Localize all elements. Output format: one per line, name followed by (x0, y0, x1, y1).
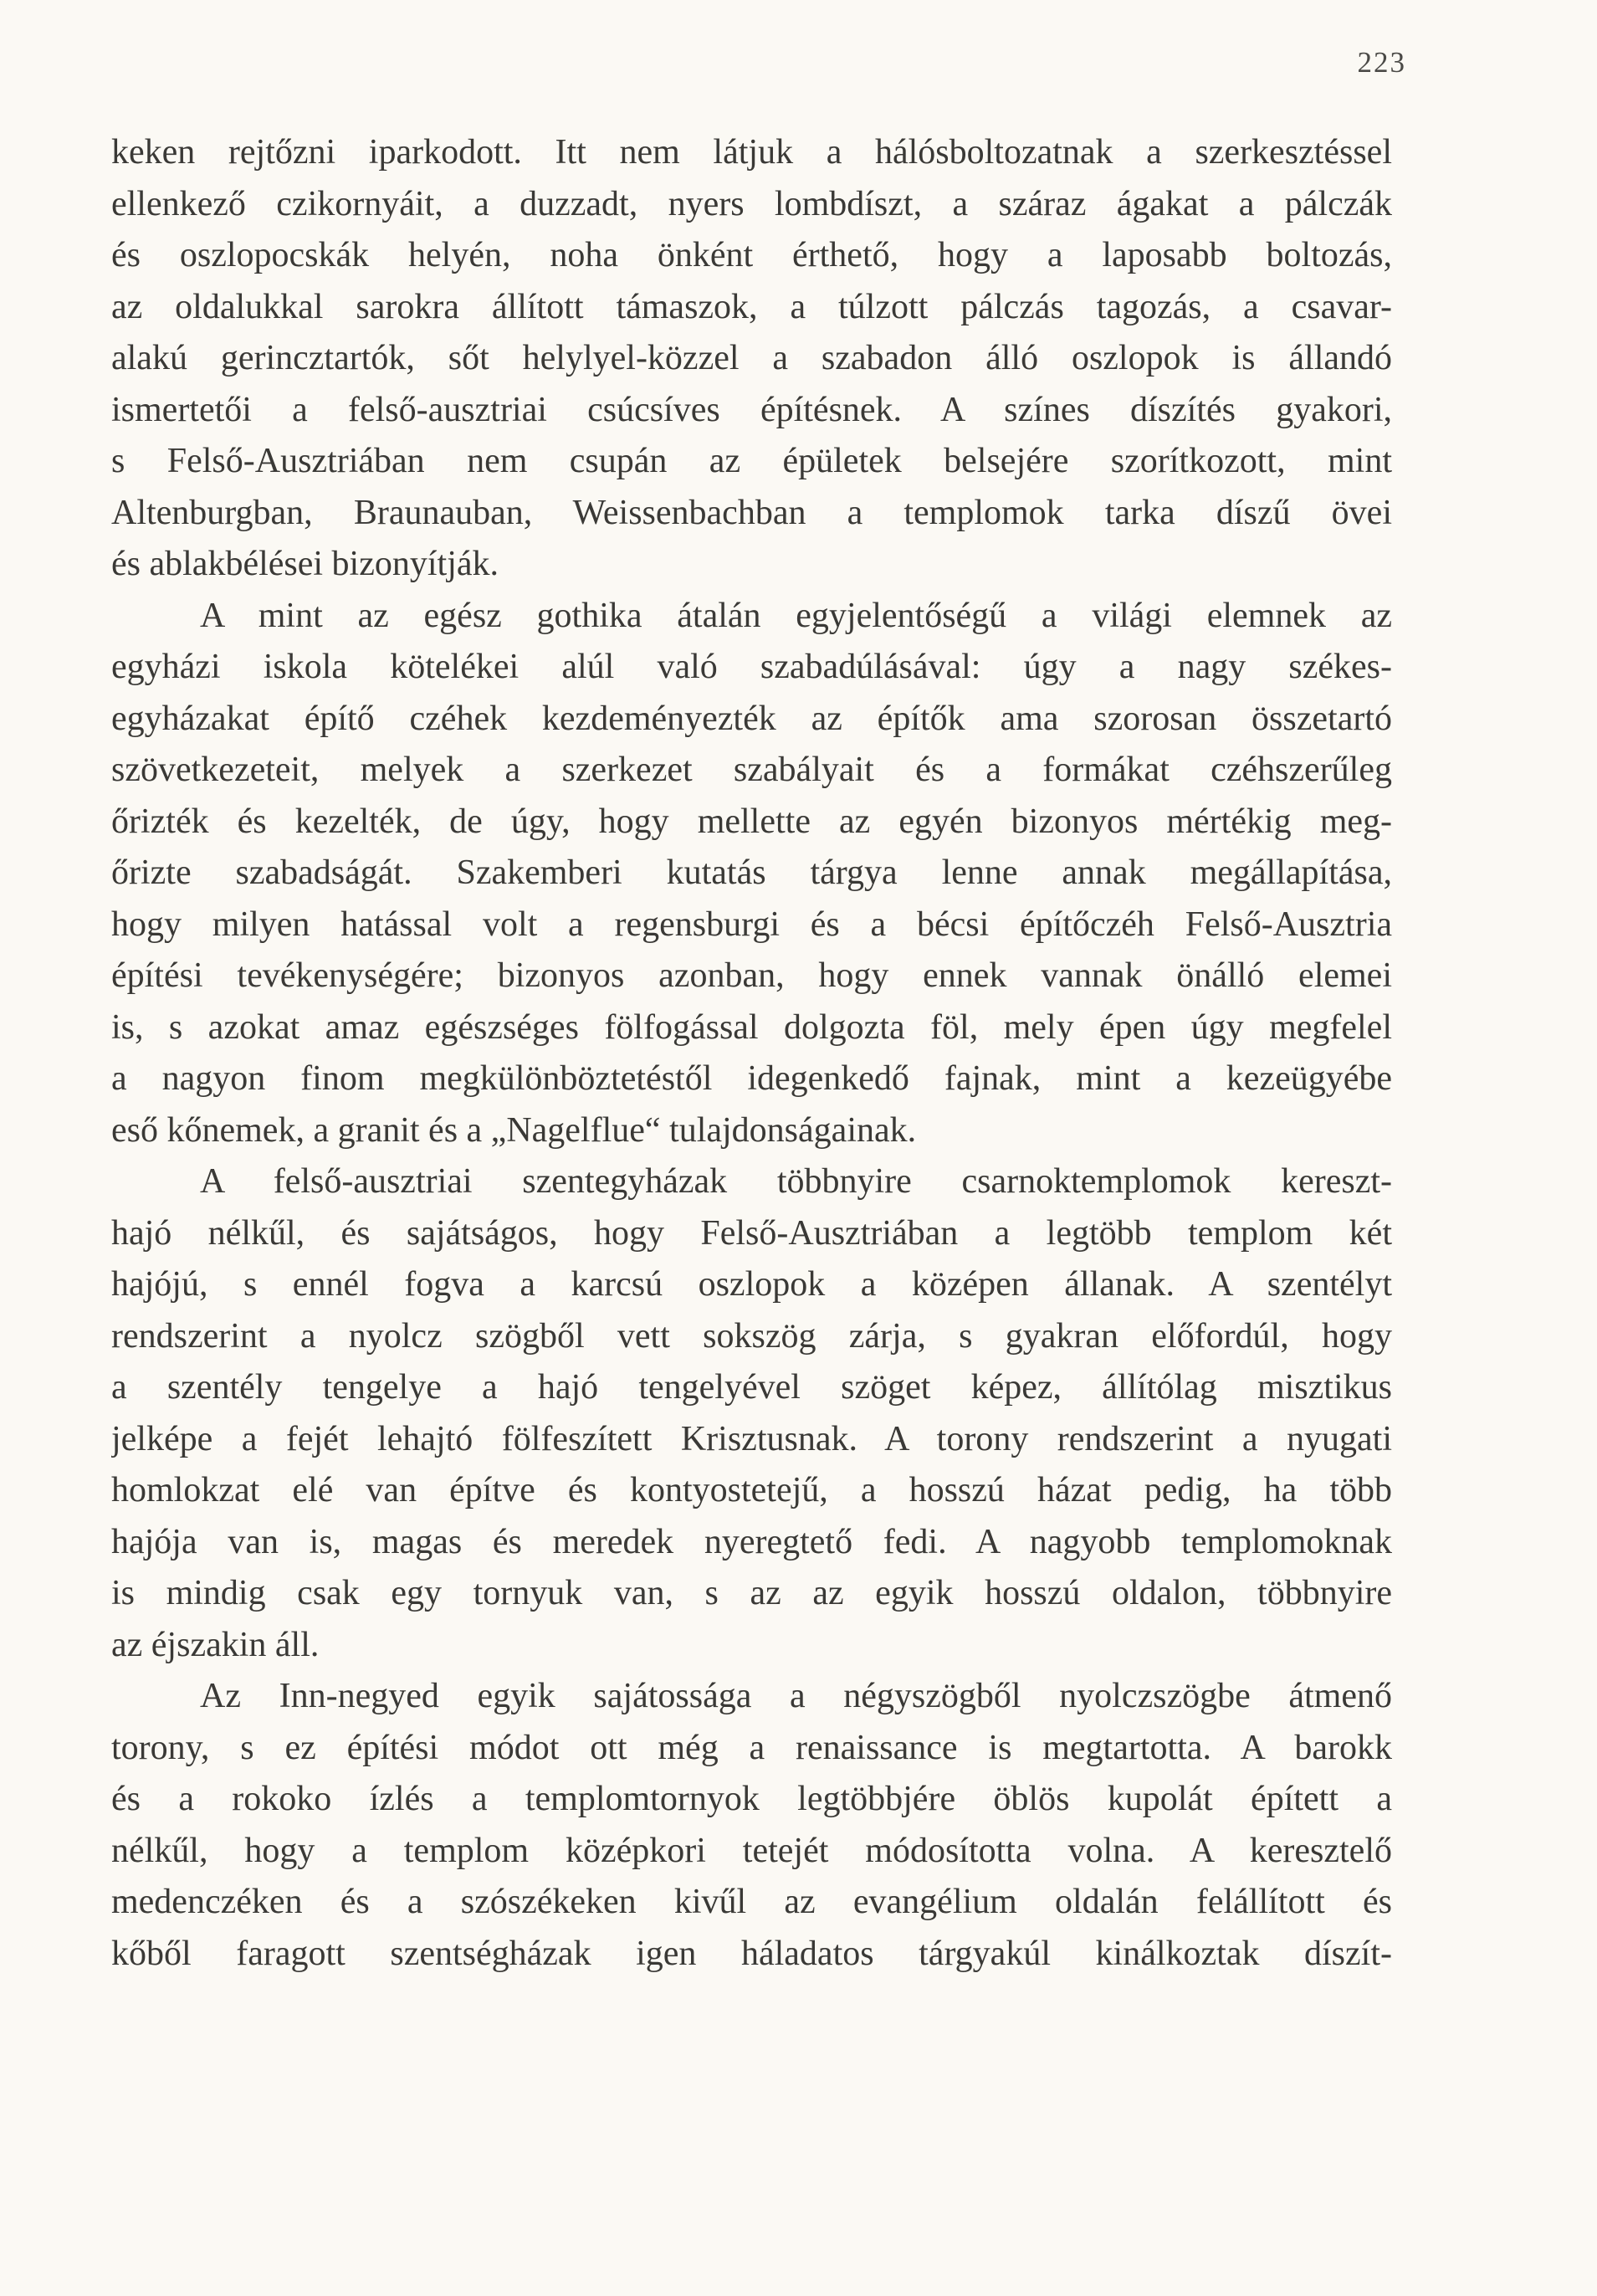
text-line: hajója van is, magas és meredek nyeregtető fedi. A nagyobb templomoknak (111, 1522, 1392, 1561)
text-line: kőből faragott szentségházak igen háladatos tárgyakúl kinálkoztak díszít- (111, 1934, 1392, 1973)
text-line: alakú gerincztartók, sőt helylyel-közzel a szabadon álló oszlopok is állandó (111, 339, 1392, 377)
text-line: rendszerint a nyolcz szögből vett sokszög zárja, s gyakran előfordúl, hogy (111, 1316, 1392, 1356)
text-line: Altenburgban, Braunauban, Weissenbachban a templomok tarka díszű övei (111, 493, 1392, 532)
text-line: A felső-ausztriai szentegyházak többnyire csarnoktemplomok kereszt- (200, 1162, 1392, 1201)
body-text (111, 127, 1392, 1980)
text-line: eső kőnemek, a granit és a „Nagelflue“ tulajdonságainak. (111, 1110, 917, 1150)
text-line: s Felső-Ausztriában nem csupán az épületek belsejére szorítkozott, mint (111, 442, 1392, 480)
text-line: az oldalukkal sarokra állított támaszok, a túlzott pálczás tagozás, a csavar- (111, 287, 1392, 326)
text-line: a szentély tengelye a hajó tengelyével szöget képez, állítólag misztikus (111, 1368, 1392, 1407)
text-line: a nagyon finom megkülönböztetéstől idegenkedő fajnak, mint a kezeügyébe (111, 1059, 1392, 1098)
text-line: ellenkező czikornyáit, a duzzadt, nyers lombdíszt, a száraz ágakat a pálczák (111, 184, 1392, 223)
text-line: nélkűl, hogy a templom középkori tetejét módosította volna. A keresztelő (111, 1831, 1392, 1870)
text-line: jelképe a fejét lehajtó fölfeszített Krisztusnak. A torony rendszerint a nyugati (111, 1419, 1392, 1458)
text-line: egyházakat építő czéhek kezdeményezték az építők ama szorosan összetartó (111, 699, 1392, 738)
text-line: hajójú, s ennél fogva a karcsú oszlopok a középen állanak. A szentélyt (111, 1265, 1392, 1304)
text-line: és oszlopocskák helyén, noha önként érthető, hogy a laposabb boltozás, (111, 236, 1392, 274)
text-line: is mindig csak egy tornyuk van, s az az egyik hosszú oldalon, többnyire (111, 1574, 1392, 1612)
text-line: építési tevékenységére; bizonyos azonban, hogy ennek vannak önálló elemei (111, 956, 1392, 995)
text-line: hogy milyen hatással volt a regensburgi és a bécsi építőczéh Felső-Ausztria (111, 905, 1392, 944)
text-line: és ablakbélései bizonyítják. (111, 545, 499, 583)
text-line: ismertetői a felső-ausztriai csúcsíves építésnek. A színes díszítés gyakori, (111, 390, 1392, 429)
page-number: 223 (1357, 46, 1406, 79)
text-line: szövetkezeteit, melyek a szerkezet szabályait és a formákat czéhszerűleg (111, 751, 1392, 789)
text-line: hajó nélkűl, és sajátságos, hogy Felső-Ausztriában a legtöbb templom két (111, 1213, 1392, 1253)
text-line: homlokzat elé van építve és kontyostetejű, a hosszú házat pedig, ha több (111, 1471, 1392, 1509)
text-line: és a rokoko ízlés a templomtornyok legtöbbjére öblös kupolát épített a (111, 1780, 1392, 1818)
text-line: őrizték és kezelték, de úgy, hogy mellette az egyén bizonyos mértékig meg- (111, 802, 1392, 841)
text-line: is, s azokat amaz egészséges fölfogással dolgozta föl, mely épen úgy megfelel (111, 1007, 1392, 1047)
text-line: egyházi iskola kötelékei alúl való szabadúlásával: úgy a nagy székes- (111, 648, 1392, 686)
text-line: A mint az egész gothika átalán egyjelentőségű a világi elemnek az (200, 596, 1392, 635)
text-line: medenczéken és a szószékeken kivűl az evangélium oldalán felállított és (111, 1883, 1392, 1921)
text-line: Az Inn-negyed egyik sajátossága a négyszögből nyolczszögbe átmenő (200, 1677, 1392, 1715)
text-line: őrizte szabadságát. Szakemberi kutatás tárgya lenne annak megállapítása, (111, 853, 1392, 892)
text-line: torony, s ez építési módot ott még a renaissance is megtartotta. A barokk (111, 1728, 1392, 1767)
text-line: az éjszakin áll. (111, 1625, 320, 1664)
text-line: keken rejtőzni iparkodott. Itt nem látjuk a hálósboltozatnak a szerkesztéssel (111, 133, 1392, 172)
